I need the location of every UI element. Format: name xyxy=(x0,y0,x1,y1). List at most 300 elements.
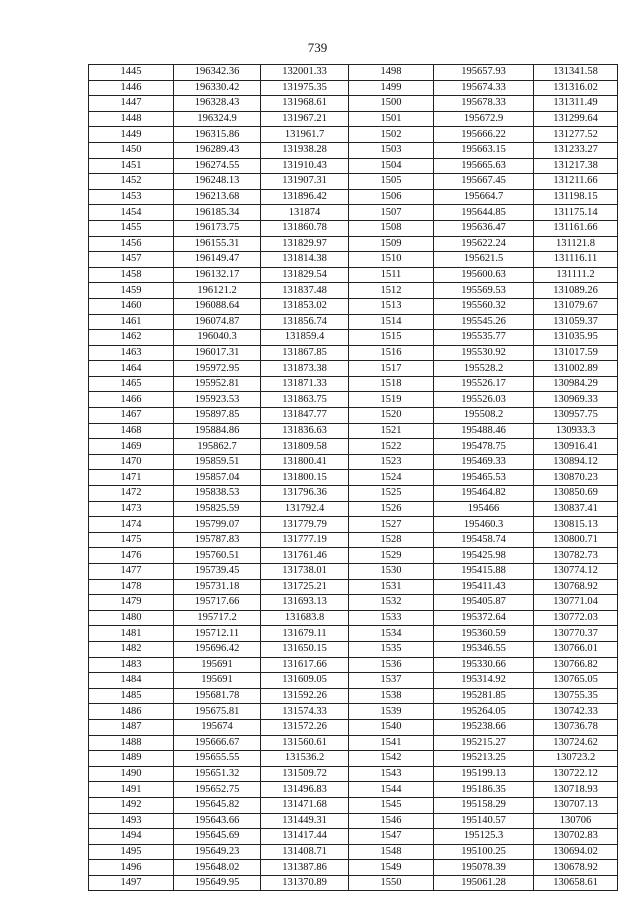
y-coordinate-right: 130815.13 xyxy=(534,517,618,533)
x-coordinate-left: 196328.43 xyxy=(174,96,261,112)
point-number-left: 1486 xyxy=(89,704,174,720)
point-number-left: 1487 xyxy=(89,719,174,735)
y-coordinate-left: 131809.58 xyxy=(261,439,349,455)
y-coordinate-right: 130658.61 xyxy=(534,875,618,891)
x-coordinate-right: 195665.63 xyxy=(434,158,534,174)
y-coordinate-right: 130782.73 xyxy=(534,548,618,564)
x-coordinate-right: 195526.03 xyxy=(434,392,534,408)
table-row xyxy=(89,96,618,112)
point-number-right: 1548 xyxy=(349,844,434,860)
table-row xyxy=(89,142,618,158)
x-coordinate-left: 195739.45 xyxy=(174,564,261,580)
y-coordinate-right: 130850.69 xyxy=(534,486,618,502)
y-coordinate-left: 131471.68 xyxy=(261,797,349,813)
table-row xyxy=(89,579,618,595)
table-row xyxy=(89,470,618,486)
x-coordinate-right: 195478.75 xyxy=(434,439,534,455)
x-coordinate-left: 196342.36 xyxy=(174,65,261,81)
y-coordinate-right: 130837.41 xyxy=(534,501,618,517)
table-row xyxy=(89,657,618,673)
table-row xyxy=(89,688,618,704)
point-number-left: 1462 xyxy=(89,330,174,346)
point-number-right: 1542 xyxy=(349,751,434,767)
point-number-left: 1484 xyxy=(89,673,174,689)
table-row xyxy=(89,735,618,751)
point-number-left: 1468 xyxy=(89,423,174,439)
x-coordinate-right: 195535.77 xyxy=(434,330,534,346)
point-number-left: 1476 xyxy=(89,548,174,564)
y-coordinate-left: 131847.77 xyxy=(261,408,349,424)
x-coordinate-left: 195691 xyxy=(174,673,261,689)
point-number-left: 1477 xyxy=(89,564,174,580)
x-coordinate-right: 195213.25 xyxy=(434,751,534,767)
y-coordinate-left: 131814.38 xyxy=(261,252,349,268)
point-number-right: 1544 xyxy=(349,782,434,798)
y-coordinate-left: 131777.19 xyxy=(261,532,349,548)
y-coordinate-right: 130933.3 xyxy=(534,423,618,439)
point-number-left: 1497 xyxy=(89,875,174,891)
point-number-left: 1480 xyxy=(89,610,174,626)
y-coordinate-left: 131867.85 xyxy=(261,345,349,361)
y-coordinate-right: 130718.93 xyxy=(534,782,618,798)
point-number-left: 1495 xyxy=(89,844,174,860)
y-coordinate-right: 130706 xyxy=(534,813,618,829)
point-number-left: 1467 xyxy=(89,408,174,424)
x-coordinate-left: 195717.2 xyxy=(174,610,261,626)
point-number-right: 1545 xyxy=(349,797,434,813)
y-coordinate-left: 131725.21 xyxy=(261,579,349,595)
y-coordinate-left: 131853.02 xyxy=(261,298,349,314)
y-coordinate-left: 131800.41 xyxy=(261,454,349,470)
x-coordinate-left: 195799.07 xyxy=(174,517,261,533)
table-row xyxy=(89,673,618,689)
x-coordinate-right: 195545.26 xyxy=(434,314,534,330)
point-number-right: 1498 xyxy=(349,65,434,81)
table-row xyxy=(89,298,618,314)
y-coordinate-left: 131679.11 xyxy=(261,626,349,642)
y-coordinate-left: 131975.35 xyxy=(261,80,349,96)
x-coordinate-right: 195425.98 xyxy=(434,548,534,564)
x-coordinate-left: 195648.02 xyxy=(174,860,261,876)
y-coordinate-right: 131311.49 xyxy=(534,96,618,112)
y-coordinate-left: 131910.43 xyxy=(261,158,349,174)
y-coordinate-right: 131233.27 xyxy=(534,142,618,158)
y-coordinate-left: 131860.78 xyxy=(261,220,349,236)
y-coordinate-left: 131874 xyxy=(261,205,349,221)
x-coordinate-right: 195528.2 xyxy=(434,361,534,377)
x-coordinate-right: 195061.28 xyxy=(434,875,534,891)
x-coordinate-left: 195645.69 xyxy=(174,829,261,845)
x-coordinate-left: 195952.81 xyxy=(174,376,261,392)
table-row xyxy=(89,158,618,174)
x-coordinate-right: 195464.82 xyxy=(434,486,534,502)
y-coordinate-right: 131035.95 xyxy=(534,330,618,346)
x-coordinate-left: 195760.51 xyxy=(174,548,261,564)
y-coordinate-left: 131387.86 xyxy=(261,860,349,876)
table-row xyxy=(89,564,618,580)
point-number-left: 1447 xyxy=(89,96,174,112)
y-coordinate-right: 130770.37 xyxy=(534,626,618,642)
x-coordinate-left: 195649.23 xyxy=(174,844,261,860)
y-coordinate-right: 131175.14 xyxy=(534,205,618,221)
table-row xyxy=(89,797,618,813)
x-coordinate-left: 195712.11 xyxy=(174,626,261,642)
y-coordinate-left: 131779.79 xyxy=(261,517,349,533)
x-coordinate-right: 195560.32 xyxy=(434,298,534,314)
point-number-left: 1463 xyxy=(89,345,174,361)
point-number-right: 1532 xyxy=(349,595,434,611)
point-number-right: 1517 xyxy=(349,361,434,377)
y-coordinate-right: 131121.8 xyxy=(534,236,618,252)
x-coordinate-right: 195465.53 xyxy=(434,470,534,486)
point-number-left: 1456 xyxy=(89,236,174,252)
x-coordinate-right: 195158.29 xyxy=(434,797,534,813)
y-coordinate-left: 131961.7 xyxy=(261,127,349,143)
y-coordinate-right: 130723.2 xyxy=(534,751,618,767)
y-coordinate-right: 131089.26 xyxy=(534,283,618,299)
y-coordinate-right: 131198.15 xyxy=(534,189,618,205)
y-coordinate-right: 131017.59 xyxy=(534,345,618,361)
point-number-right: 1511 xyxy=(349,267,434,283)
point-number-left: 1492 xyxy=(89,797,174,813)
y-coordinate-right: 130765.05 xyxy=(534,673,618,689)
y-coordinate-left: 132001.33 xyxy=(261,65,349,81)
x-coordinate-left: 195652.75 xyxy=(174,782,261,798)
point-number-left: 1474 xyxy=(89,517,174,533)
table-row xyxy=(89,532,618,548)
point-number-right: 1540 xyxy=(349,719,434,735)
x-coordinate-right: 195078.39 xyxy=(434,860,534,876)
y-coordinate-left: 131800.15 xyxy=(261,470,349,486)
x-coordinate-right: 195281.85 xyxy=(434,688,534,704)
y-coordinate-left: 131738.01 xyxy=(261,564,349,580)
point-number-left: 1475 xyxy=(89,532,174,548)
x-coordinate-left: 195972.95 xyxy=(174,361,261,377)
x-coordinate-right: 195125.3 xyxy=(434,829,534,845)
y-coordinate-right: 130755.35 xyxy=(534,688,618,704)
point-number-right: 1537 xyxy=(349,673,434,689)
x-coordinate-left: 195825.59 xyxy=(174,501,261,517)
point-number-left: 1483 xyxy=(89,657,174,673)
table-row xyxy=(89,423,618,439)
point-number-right: 1523 xyxy=(349,454,434,470)
point-number-left: 1458 xyxy=(89,267,174,283)
table-row xyxy=(89,844,618,860)
y-coordinate-left: 131592.26 xyxy=(261,688,349,704)
table-row xyxy=(89,330,618,346)
table-row xyxy=(89,751,618,767)
x-coordinate-left: 196324.9 xyxy=(174,111,261,127)
y-coordinate-right: 130894.12 xyxy=(534,454,618,470)
y-coordinate-left: 131417.44 xyxy=(261,829,349,845)
point-number-right: 1546 xyxy=(349,813,434,829)
point-number-right: 1506 xyxy=(349,189,434,205)
y-coordinate-left: 131967.21 xyxy=(261,111,349,127)
point-number-left: 1446 xyxy=(89,80,174,96)
point-number-left: 1466 xyxy=(89,392,174,408)
y-coordinate-right: 130916.41 xyxy=(534,439,618,455)
x-coordinate-right: 195530.92 xyxy=(434,345,534,361)
y-coordinate-left: 131574.33 xyxy=(261,704,349,720)
x-coordinate-left: 196330.42 xyxy=(174,80,261,96)
x-coordinate-left: 195696.42 xyxy=(174,641,261,657)
point-number-left: 1482 xyxy=(89,641,174,657)
y-coordinate-right: 130957.75 xyxy=(534,408,618,424)
y-coordinate-left: 131856.74 xyxy=(261,314,349,330)
x-coordinate-left: 195838.53 xyxy=(174,486,261,502)
y-coordinate-left: 131836.63 xyxy=(261,423,349,439)
point-number-left: 1450 xyxy=(89,142,174,158)
point-number-left: 1453 xyxy=(89,189,174,205)
x-coordinate-left: 196040.3 xyxy=(174,330,261,346)
point-number-right: 1530 xyxy=(349,564,434,580)
table-row xyxy=(89,610,618,626)
y-coordinate-right: 130870.23 xyxy=(534,470,618,486)
x-coordinate-right: 195636.47 xyxy=(434,220,534,236)
x-coordinate-right: 195644.85 xyxy=(434,205,534,221)
table-row xyxy=(89,641,618,657)
y-coordinate-left: 131370.89 xyxy=(261,875,349,891)
table-row xyxy=(89,486,618,502)
table-row xyxy=(89,65,618,81)
x-coordinate-left: 196155.31 xyxy=(174,236,261,252)
y-coordinate-right: 131316.02 xyxy=(534,80,618,96)
x-coordinate-right: 195667.45 xyxy=(434,174,534,190)
x-coordinate-right: 195199.13 xyxy=(434,766,534,782)
x-coordinate-left: 195717.66 xyxy=(174,595,261,611)
point-number-left: 1452 xyxy=(89,174,174,190)
point-number-right: 1526 xyxy=(349,501,434,517)
table-row xyxy=(89,392,618,408)
y-coordinate-left: 131650.15 xyxy=(261,641,349,657)
point-number-left: 1469 xyxy=(89,439,174,455)
x-coordinate-right: 195360.59 xyxy=(434,626,534,642)
point-number-left: 1471 xyxy=(89,470,174,486)
x-coordinate-right: 195621.5 xyxy=(434,252,534,268)
table-row xyxy=(89,252,618,268)
x-coordinate-left: 196121.2 xyxy=(174,283,261,299)
x-coordinate-left: 196132.17 xyxy=(174,267,261,283)
y-coordinate-right: 130702.83 xyxy=(534,829,618,845)
point-number-left: 1459 xyxy=(89,283,174,299)
y-coordinate-right: 131059.37 xyxy=(534,314,618,330)
point-number-left: 1490 xyxy=(89,766,174,782)
y-coordinate-right: 130984.29 xyxy=(534,376,618,392)
point-number-left: 1454 xyxy=(89,205,174,221)
table-row xyxy=(89,813,618,829)
table-row xyxy=(89,408,618,424)
y-coordinate-right: 131161.66 xyxy=(534,220,618,236)
y-coordinate-left: 131829.97 xyxy=(261,236,349,252)
y-coordinate-left: 131792.4 xyxy=(261,501,349,517)
x-coordinate-right: 195666.22 xyxy=(434,127,534,143)
x-coordinate-left: 195884.86 xyxy=(174,423,261,439)
y-coordinate-left: 131683.8 xyxy=(261,610,349,626)
point-number-left: 1449 xyxy=(89,127,174,143)
point-number-right: 1533 xyxy=(349,610,434,626)
y-coordinate-right: 130768.92 xyxy=(534,579,618,595)
table-row xyxy=(89,361,618,377)
point-number-left: 1461 xyxy=(89,314,174,330)
x-coordinate-right: 195372.64 xyxy=(434,610,534,626)
x-coordinate-left: 195787.83 xyxy=(174,532,261,548)
table-row xyxy=(89,595,618,611)
y-coordinate-right: 131277.52 xyxy=(534,127,618,143)
table-row xyxy=(89,376,618,392)
table-row xyxy=(89,704,618,720)
x-coordinate-left: 195655.55 xyxy=(174,751,261,767)
point-number-left: 1491 xyxy=(89,782,174,798)
x-coordinate-right: 195215.27 xyxy=(434,735,534,751)
table-row xyxy=(89,314,618,330)
x-coordinate-right: 195415.88 xyxy=(434,564,534,580)
point-number-left: 1464 xyxy=(89,361,174,377)
x-coordinate-left: 196173.75 xyxy=(174,220,261,236)
table-row xyxy=(89,127,618,143)
x-coordinate-left: 195857.04 xyxy=(174,470,261,486)
point-number-right: 1509 xyxy=(349,236,434,252)
y-coordinate-right: 130772.03 xyxy=(534,610,618,626)
x-coordinate-left: 195643.66 xyxy=(174,813,261,829)
table-row xyxy=(89,517,618,533)
x-coordinate-left: 196088.64 xyxy=(174,298,261,314)
y-coordinate-left: 131938.28 xyxy=(261,142,349,158)
x-coordinate-left: 195666.67 xyxy=(174,735,261,751)
y-coordinate-right: 130742.33 xyxy=(534,704,618,720)
point-number-left: 1481 xyxy=(89,626,174,642)
y-coordinate-left: 131572.26 xyxy=(261,719,349,735)
table-row xyxy=(89,111,618,127)
y-coordinate-right: 130771.04 xyxy=(534,595,618,611)
x-coordinate-left: 196315.86 xyxy=(174,127,261,143)
x-coordinate-left: 196248.13 xyxy=(174,174,261,190)
point-number-right: 1500 xyxy=(349,96,434,112)
x-coordinate-right: 195657.93 xyxy=(434,65,534,81)
x-coordinate-left: 196185.34 xyxy=(174,205,261,221)
y-coordinate-left: 131796.36 xyxy=(261,486,349,502)
x-coordinate-left: 196017.31 xyxy=(174,345,261,361)
x-coordinate-right: 195314.92 xyxy=(434,673,534,689)
y-coordinate-right: 130722.12 xyxy=(534,766,618,782)
point-number-right: 1499 xyxy=(349,80,434,96)
x-coordinate-left: 196074.87 xyxy=(174,314,261,330)
table-row xyxy=(89,548,618,564)
x-coordinate-right: 195100.25 xyxy=(434,844,534,860)
table-row xyxy=(89,719,618,735)
point-number-right: 1524 xyxy=(349,470,434,486)
point-number-right: 1519 xyxy=(349,392,434,408)
point-number-right: 1547 xyxy=(349,829,434,845)
x-coordinate-right: 195330.66 xyxy=(434,657,534,673)
y-coordinate-left: 131560.61 xyxy=(261,735,349,751)
y-coordinate-left: 131761.46 xyxy=(261,548,349,564)
point-number-left: 1494 xyxy=(89,829,174,845)
point-number-right: 1525 xyxy=(349,486,434,502)
table-row xyxy=(89,80,618,96)
point-number-left: 1489 xyxy=(89,751,174,767)
table-row xyxy=(89,174,618,190)
point-number-right: 1515 xyxy=(349,330,434,346)
table-row xyxy=(89,220,618,236)
point-number-right: 1513 xyxy=(349,298,434,314)
x-coordinate-right: 195674.33 xyxy=(434,80,534,96)
x-coordinate-right: 195458.74 xyxy=(434,532,534,548)
y-coordinate-right: 130724.62 xyxy=(534,735,618,751)
point-number-right: 1508 xyxy=(349,220,434,236)
y-coordinate-left: 131837.48 xyxy=(261,283,349,299)
x-coordinate-right: 195346.55 xyxy=(434,641,534,657)
x-coordinate-right: 195238.66 xyxy=(434,719,534,735)
y-coordinate-right: 131111.2 xyxy=(534,267,618,283)
point-number-left: 1479 xyxy=(89,595,174,611)
x-coordinate-right: 195600.63 xyxy=(434,267,534,283)
y-coordinate-right: 130800.71 xyxy=(534,532,618,548)
y-coordinate-left: 131509.72 xyxy=(261,766,349,782)
y-coordinate-left: 131859.4 xyxy=(261,330,349,346)
y-coordinate-left: 131896.42 xyxy=(261,189,349,205)
point-number-right: 1534 xyxy=(349,626,434,642)
point-number-left: 1460 xyxy=(89,298,174,314)
point-number-right: 1512 xyxy=(349,283,434,299)
y-coordinate-left: 131408.71 xyxy=(261,844,349,860)
point-number-left: 1485 xyxy=(89,688,174,704)
y-coordinate-left: 131617.66 xyxy=(261,657,349,673)
y-coordinate-right: 130774.12 xyxy=(534,564,618,580)
point-number-right: 1528 xyxy=(349,532,434,548)
x-coordinate-left: 196213.68 xyxy=(174,189,261,205)
y-coordinate-right: 130694.02 xyxy=(534,844,618,860)
point-number-right: 1503 xyxy=(349,142,434,158)
point-number-left: 1455 xyxy=(89,220,174,236)
x-coordinate-right: 195186.35 xyxy=(434,782,534,798)
y-coordinate-left: 131829.54 xyxy=(261,267,349,283)
point-number-right: 1541 xyxy=(349,735,434,751)
y-coordinate-right: 131299.64 xyxy=(534,111,618,127)
table-row xyxy=(89,782,618,798)
x-coordinate-right: 195672.9 xyxy=(434,111,534,127)
point-number-left: 1478 xyxy=(89,579,174,595)
x-coordinate-right: 195526.17 xyxy=(434,376,534,392)
x-coordinate-left: 195681.78 xyxy=(174,688,261,704)
y-coordinate-left: 131863.75 xyxy=(261,392,349,408)
table-row xyxy=(89,283,618,299)
y-coordinate-right: 131079.67 xyxy=(534,298,618,314)
point-number-right: 1536 xyxy=(349,657,434,673)
point-number-right: 1518 xyxy=(349,376,434,392)
y-coordinate-left: 131871.33 xyxy=(261,376,349,392)
table-row xyxy=(89,626,618,642)
x-coordinate-left: 195731.18 xyxy=(174,579,261,595)
x-coordinate-left: 195862.7 xyxy=(174,439,261,455)
point-number-right: 1529 xyxy=(349,548,434,564)
point-number-right: 1535 xyxy=(349,641,434,657)
y-coordinate-right: 130678.92 xyxy=(534,860,618,876)
table-row xyxy=(89,860,618,876)
point-number-left: 1451 xyxy=(89,158,174,174)
table-row xyxy=(89,267,618,283)
x-coordinate-left: 196289.43 xyxy=(174,142,261,158)
point-number-right: 1538 xyxy=(349,688,434,704)
point-number-left: 1445 xyxy=(89,65,174,81)
y-coordinate-right: 131217.38 xyxy=(534,158,618,174)
x-coordinate-left: 195645.82 xyxy=(174,797,261,813)
table-row xyxy=(89,454,618,470)
y-coordinate-left: 131968.61 xyxy=(261,96,349,112)
x-coordinate-left: 195897.85 xyxy=(174,408,261,424)
point-number-right: 1527 xyxy=(349,517,434,533)
x-coordinate-right: 195405.87 xyxy=(434,595,534,611)
coordinates-table-body xyxy=(89,65,618,891)
